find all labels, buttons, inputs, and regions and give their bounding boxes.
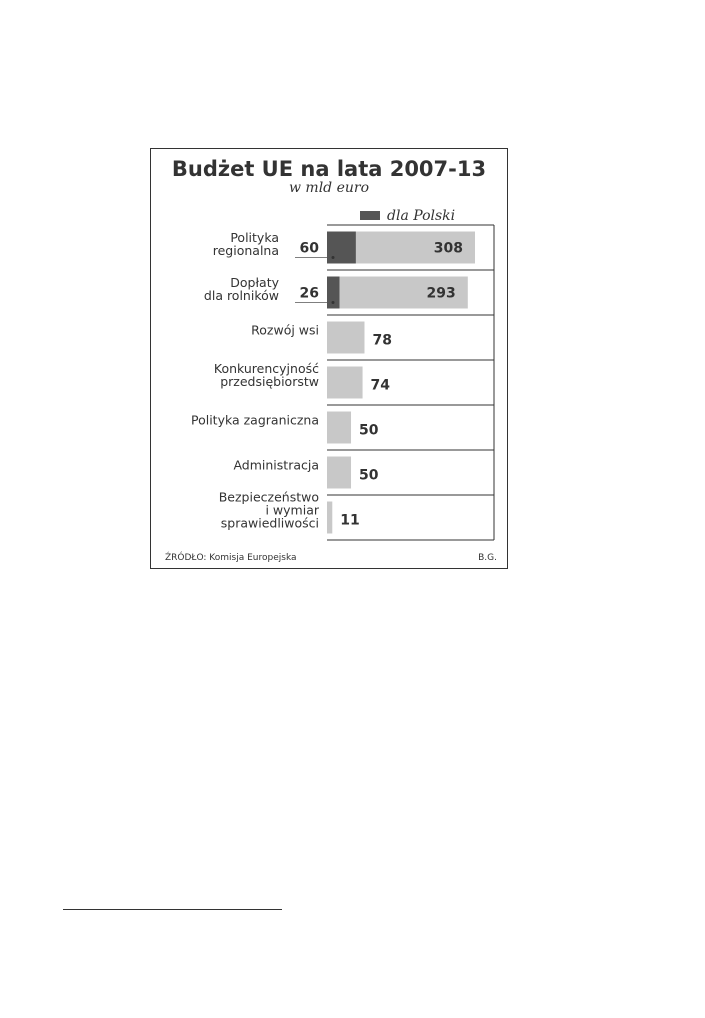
total-value-label: 50 — [359, 422, 379, 439]
leader-dot — [332, 301, 335, 304]
category-label: i wymiar — [265, 502, 319, 518]
poland-bar — [327, 232, 356, 264]
leader-dot — [332, 256, 335, 259]
total-value-label: 11 — [340, 512, 360, 529]
total-bar — [327, 412, 351, 444]
poland-value-label: 60 — [299, 240, 319, 257]
chart-svg — [151, 149, 509, 570]
total-value-label: 50 — [359, 467, 379, 484]
total-value-label: 293 — [426, 285, 456, 302]
category-label: sprawiedliwości — [220, 515, 319, 531]
bar-rows — [191, 225, 494, 540]
total-bar — [327, 457, 351, 489]
legend-swatch — [360, 211, 380, 220]
category-label: Konkurencyjność — [213, 361, 319, 376]
category-label: Bezpieczeństwo — [218, 489, 319, 505]
total-bar — [327, 502, 332, 534]
legend-label: dla Polski — [387, 208, 456, 224]
total-value-label: 74 — [370, 377, 391, 394]
category-label: Rozwój wsi — [251, 322, 319, 338]
total-bar — [327, 367, 363, 399]
category-label: Polityka zagraniczna — [190, 412, 319, 428]
author-credit: B.G. — [478, 553, 497, 563]
category-label: Polityka — [230, 230, 279, 245]
total-bar — [327, 322, 364, 354]
category-label: przedsiębiorstw — [220, 374, 319, 389]
category-label: regionalna — [212, 243, 279, 258]
category-label: Administracja — [233, 457, 319, 473]
chart-frame — [150, 148, 508, 569]
chart-title: Budżet UE na lata 2007-13 — [171, 157, 487, 181]
category-label: dla rolników — [203, 288, 279, 303]
total-value-label: 308 — [433, 240, 463, 257]
chart-subtitle: w mld euro — [288, 180, 370, 196]
footnote-rule — [63, 909, 282, 910]
category-label: Dopłaty — [230, 275, 279, 290]
total-value-label: 78 — [372, 332, 392, 349]
poland-value-label: 26 — [299, 285, 319, 302]
source-note: ŹRÓDŁO: Komisja Europejska — [165, 553, 297, 563]
